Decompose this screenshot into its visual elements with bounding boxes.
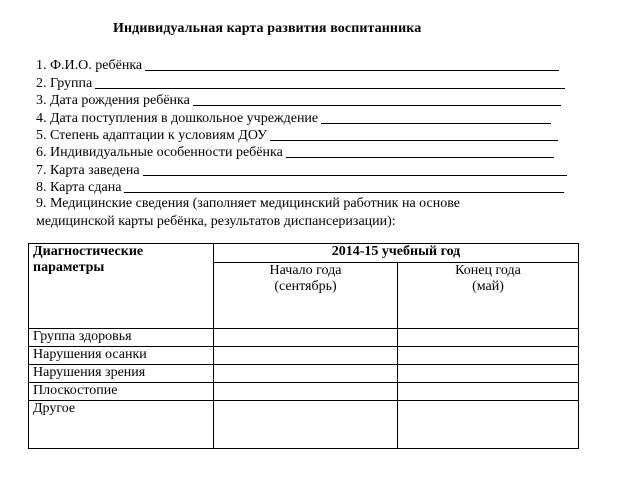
cell-start[interactable]: [214, 401, 398, 449]
cell-start[interactable]: [214, 383, 398, 401]
cell-end[interactable]: [398, 347, 579, 365]
cell-end[interactable]: [398, 383, 579, 401]
table-row: [29, 383, 579, 401]
year-header: 2014-15 учебный год: [214, 244, 579, 263]
row-label: Нарушения зрения: [29, 365, 214, 383]
field-group: [36, 73, 576, 90]
table-row: [29, 401, 579, 449]
fill-line[interactable]: [270, 140, 558, 141]
cell-start[interactable]: [214, 365, 398, 383]
field-label: 4. Дата поступления в дошкольное учреждение: [36, 110, 319, 126]
document-title: Индивидуальная карта развития воспитанника: [113, 21, 422, 36]
end-of-year-header: [398, 263, 579, 329]
start-of-year-month: (сентябрь): [274, 279, 337, 294]
row-label: Плоскостопие: [29, 383, 214, 401]
field-child-name: [36, 56, 576, 73]
field-card-opened: [36, 160, 576, 177]
table-row: [29, 329, 579, 347]
fill-line[interactable]: [95, 88, 565, 89]
field-label: 7. Карта заведена: [36, 162, 140, 178]
fill-line[interactable]: [143, 175, 567, 176]
row-label: Группа здоровья: [29, 329, 214, 347]
row-label: Нарушения осанки: [29, 347, 214, 365]
param-header-line-2: параметры: [33, 260, 105, 275]
field-birth-date: [36, 91, 576, 108]
table-header-row: [29, 244, 579, 263]
field-label: 8. Карта сдана: [36, 180, 122, 196]
fill-line[interactable]: [321, 123, 551, 124]
table-row: [29, 365, 579, 383]
cell-end[interactable]: [398, 329, 579, 347]
end-of-year-month: (май): [472, 279, 504, 294]
param-header-line-1: Диагностические: [33, 244, 144, 259]
medical-line-2: медицинской карты ребёнка, результатов диспансеризации):: [36, 214, 396, 229]
fill-line[interactable]: [193, 105, 561, 106]
start-of-year-header: [214, 263, 398, 329]
medical-line-1: 9. Медицинские сведения (заполняет медицинский работник на основе: [36, 196, 460, 211]
field-label: 1. Ф.И.О. ребёнка: [36, 58, 143, 74]
medical-info: [36, 195, 556, 231]
field-admission-date: [36, 108, 576, 125]
row-label: Другое: [29, 401, 214, 449]
form-fields: [36, 56, 576, 195]
field-adaptation: [36, 126, 576, 143]
cell-end[interactable]: [398, 365, 579, 383]
diagnostic-table: [28, 243, 579, 449]
field-individual-features: [36, 143, 576, 160]
cell-start[interactable]: [214, 329, 398, 347]
cell-end[interactable]: [398, 401, 579, 449]
field-card-closed: [36, 178, 576, 195]
field-label: 3. Дата рождения ребёнка: [36, 93, 190, 109]
fill-line[interactable]: [145, 70, 559, 71]
field-label: 2. Группа: [36, 75, 93, 91]
cell-start[interactable]: [214, 347, 398, 365]
field-label: 6. Индивидуальные особенности ребёнка: [36, 145, 283, 161]
end-of-year-label: Конец года: [455, 263, 521, 278]
table-row: [29, 347, 579, 365]
field-label: 5. Степень адаптации к условиям ДОУ: [36, 127, 268, 143]
fill-line[interactable]: [286, 157, 554, 158]
param-header: [29, 244, 214, 329]
start-of-year-label: Начало года: [269, 263, 342, 278]
fill-line[interactable]: [124, 192, 564, 193]
